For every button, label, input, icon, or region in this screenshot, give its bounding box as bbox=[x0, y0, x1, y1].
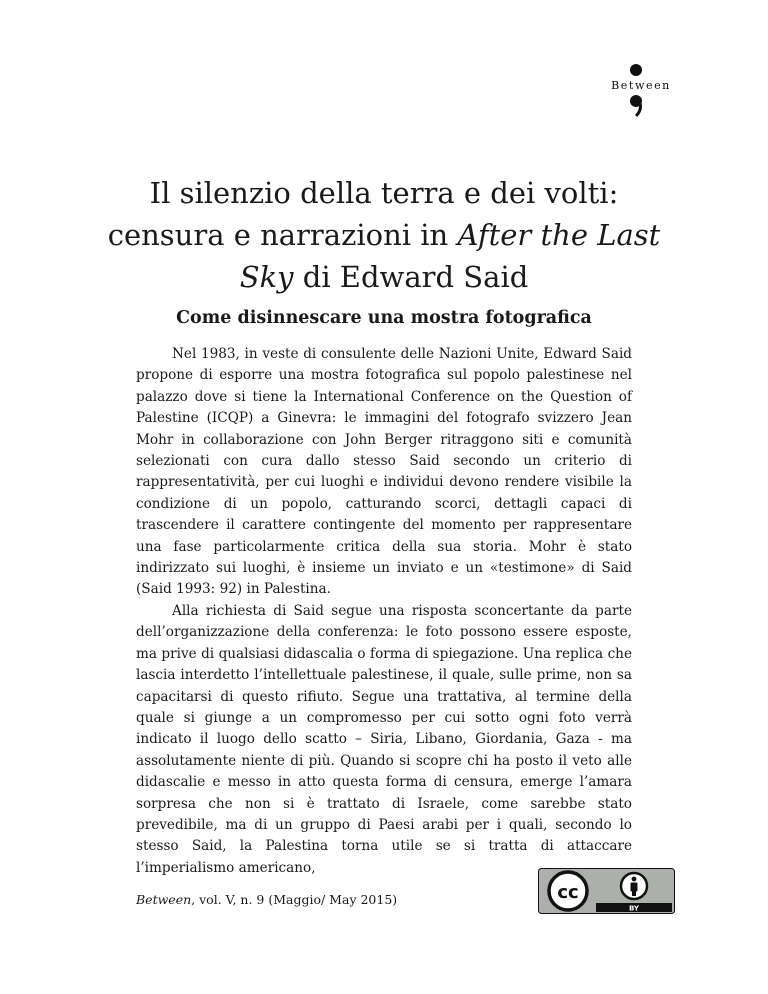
section-heading: Come disinnescare una mostra fotografica bbox=[176, 308, 592, 328]
license-badge bbox=[538, 868, 675, 914]
journal-citation bbox=[136, 892, 397, 907]
title-line-3-italic: Sky bbox=[239, 260, 294, 294]
title-line-3-suffix: di Edward Said bbox=[293, 260, 529, 294]
journal-logo bbox=[606, 60, 676, 118]
title-line-1: Il silenzio della terra e dei volti: bbox=[149, 176, 619, 210]
title-line-2-italic: After the Last bbox=[457, 218, 661, 252]
article-body bbox=[136, 344, 632, 879]
cc-label: cc bbox=[557, 882, 579, 903]
by-label: BY bbox=[628, 904, 640, 913]
paragraph-1: Nel 1983, in veste di consulente delle Nazioni Unite, Edward Said propone di esporre una mostra fotografica sul popolo palestinese nel palazzo dove si tiene la International Conference on the Question of Palestine (ICQP) a Ginevra: le immagini del fotografo svizzero Jean Mohr in collaborazione con John Berger ritraggono siti e comunità selezionati con cura dallo stesso Said secondo un criterio di rappresentatività, per cui luoghi e individui devono rendere visibile la condizione di un popolo, catturando scorci, dettagli capaci di trascendere il carattere contingente del momento per rappresentare una fase particolarmente critica della sua storia. Mohr è stato indirizzato sui luoghi, è insieme un inviato e un «testimone» di Said (Said 1993: 92) in Palestina. bbox=[136, 346, 632, 598]
title-line-2-prefix: censura e narrazioni in bbox=[107, 218, 458, 252]
article-title bbox=[60, 172, 708, 298]
journal-issue: , vol. V, n. 9 (Maggio/ May 2015) bbox=[191, 892, 398, 907]
journal-name: Between bbox=[136, 892, 192, 907]
logo-text: Between bbox=[611, 79, 671, 92]
creative-commons-by-icon bbox=[538, 868, 675, 914]
paragraph-2: Alla richiesta di Said segue una risposta sconcertante da parte dell’organizzazione della conferenza: le foto possono essere esposte, ma prive di qualsiasi didascalia o forma di spiegazione. Una replica che lascia interdetto l’intellettuale palestinese, il quale, sulle prime, non sa capacitarsi di questo rifiuto. Segue una trattativa, al termine della quale si giunge a un compromesso per cui sotto ogni foto verrà indicato il luogo dello scatto – Siria, Libano, Giordania, Gaza - ma assolutamente niente di più. Quando si scopre chi ha posto il veto alle didascalie e messo in atto questa forma di censura, emerge l’amara sorpresa che non si è trattato di Israele, come sarebbe stato prevedibile, ma di un gruppo di Paesi arabi per i quali, secondo lo stesso Said, la Palestina torna utile se si tratta di attaccare l’imperialismo americano, bbox=[136, 602, 632, 876]
semicolon-logo-icon bbox=[606, 60, 676, 118]
